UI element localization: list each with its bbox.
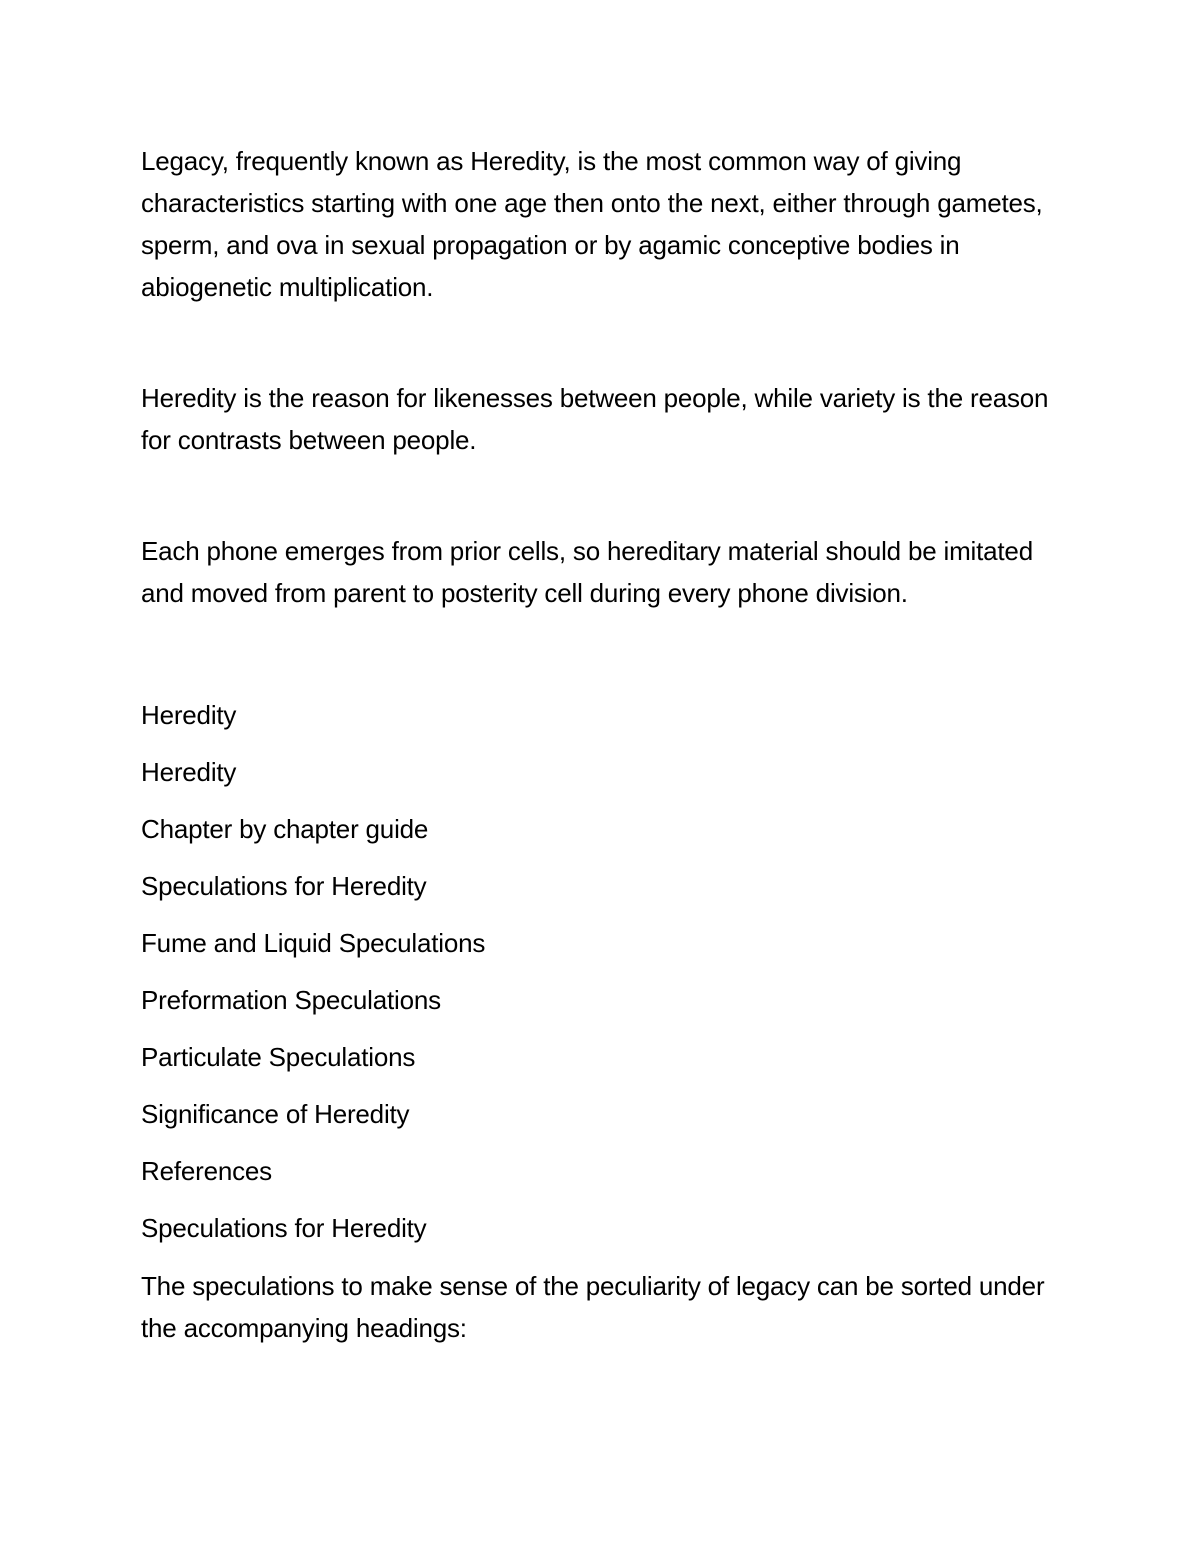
paragraph-heredity-definition: Legacy, frequently known as Heredity, is the most common way of giving characteristics starting with one age then onto the next, either through gametes, sperm, and ova in sexual propagation or by agamic conceptive bodies in abiogenetic multiplication.	[141, 146, 1043, 302]
list-item: Fume and Liquid Speculations	[141, 928, 486, 958]
list-item: Particulate Speculations	[141, 1042, 416, 1072]
paragraph-cell-division: Each phone emerges from prior cells, so hereditary material should be imitated and moved from parent to posterity cell during every phone division.	[141, 536, 1033, 608]
list-item: Speculations for Heredity	[141, 871, 427, 901]
list-item: Chapter by chapter guide	[141, 814, 429, 844]
paragraph-likenesses: Heredity is the reason for likenesses between people, while variety is the reason for contrasts between people.	[141, 383, 1049, 455]
list-item: Preformation Speculations	[141, 985, 441, 1015]
list-item: Speculations for Heredity	[141, 1213, 427, 1243]
list-item: Heredity	[141, 700, 237, 730]
paragraph-spacer	[141, 308, 1051, 377]
paragraph-closing: The speculations to make sense of the peculiarity of legacy can be sorted under the accompanying headings:	[141, 1271, 1045, 1343]
list-item: References	[141, 1156, 272, 1186]
list-item: Significance of Heredity	[141, 1099, 410, 1129]
paragraph-spacer	[141, 614, 1051, 687]
list-item: Heredity	[141, 757, 237, 787]
heading-list	[141, 687, 1051, 1257]
paragraph-spacer	[141, 461, 1051, 530]
document-body	[141, 140, 1051, 1349]
